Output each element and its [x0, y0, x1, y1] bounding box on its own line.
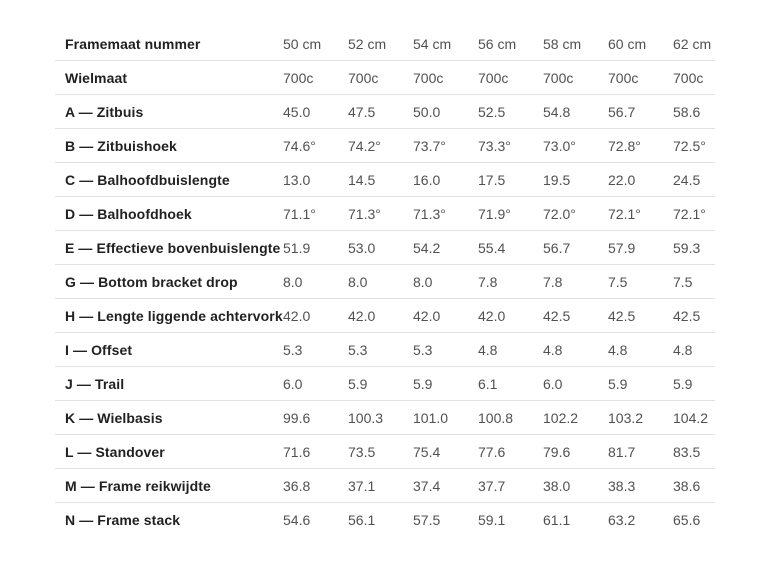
cell-value: 73.0°: [543, 137, 576, 154]
cell-value: 700c: [673, 69, 704, 86]
cell-value: 5.9: [608, 375, 628, 392]
cell-value: 8.0: [413, 273, 433, 290]
cell-value: 71.3°: [348, 205, 381, 222]
table-row: [55, 265, 715, 299]
cell-value: 700c: [478, 69, 509, 86]
cell-value: 63.2: [608, 512, 636, 528]
cell-value: 42.0: [283, 307, 311, 324]
column-header: 60 cm: [608, 35, 647, 52]
cell-value: 45.0: [283, 103, 311, 120]
cell-value: 17.5: [478, 171, 506, 188]
cell-value: 7.5: [608, 273, 628, 290]
cell-value: 4.8: [478, 341, 498, 358]
cell-value: 700c: [413, 69, 444, 86]
table-row: [55, 469, 715, 503]
cell-value: 73.3°: [478, 137, 511, 154]
cell-value: 38.3: [608, 477, 636, 494]
cell-value: 72.0°: [543, 205, 576, 222]
cell-value: 700c: [348, 69, 379, 86]
cell-value: 75.4: [413, 443, 441, 460]
cell-value: 56.7: [608, 103, 636, 120]
cell-value: 56.7: [543, 239, 571, 256]
cell-value: 6.0: [283, 375, 303, 392]
cell-value: 57.5: [413, 512, 441, 528]
cell-value: 100.3: [348, 409, 384, 426]
cell-value: 61.1: [543, 512, 571, 528]
row-label: C — Balhoofdbuislengte: [65, 171, 230, 188]
table-row: [55, 231, 715, 265]
cell-value: 36.8: [283, 477, 311, 494]
cell-value: 58.6: [673, 103, 701, 120]
cell-value: 59.3: [673, 239, 701, 256]
row-label: G — Bottom bracket drop: [65, 273, 238, 290]
cell-value: 7.5: [673, 273, 693, 290]
cell-value: 700c: [283, 69, 314, 86]
cell-value: 5.9: [413, 375, 433, 392]
cell-value: 6.1: [478, 375, 498, 392]
cell-value: 71.3°: [413, 205, 446, 222]
cell-value: 5.3: [348, 341, 368, 358]
cell-value: 24.5: [673, 171, 701, 188]
table-row: [55, 333, 715, 367]
cell-value: 700c: [543, 69, 574, 86]
cell-value: 102.2: [543, 409, 579, 426]
cell-value: 83.5: [673, 443, 701, 460]
cell-value: 5.3: [413, 341, 433, 358]
cell-value: 7.8: [478, 273, 498, 290]
cell-value: 59.1: [478, 512, 506, 528]
row-label: M — Frame reikwijdte: [65, 477, 211, 494]
table-header-row: [55, 27, 715, 61]
cell-value: 19.5: [543, 171, 571, 188]
cell-value: 103.2: [608, 409, 644, 426]
cell-value: 72.1°: [673, 205, 706, 222]
cell-value: 55.4: [478, 239, 506, 256]
cell-value: 54.6: [283, 512, 311, 528]
cell-value: 38.6: [673, 477, 701, 494]
row-label: D — Balhoofdhoek: [65, 205, 192, 222]
cell-value: 7.8: [543, 273, 563, 290]
cell-value: 73.7°: [413, 137, 446, 154]
cell-value: 57.9: [608, 239, 636, 256]
cell-value: 65.6: [673, 512, 701, 528]
cell-value: 38.0: [543, 477, 571, 494]
cell-value: 54.2: [413, 239, 441, 256]
cell-value: 74.6°: [283, 137, 316, 154]
table-row: [55, 367, 715, 401]
cell-value: 53.0: [348, 239, 376, 256]
cell-value: 100.8: [478, 409, 514, 426]
column-header: 54 cm: [413, 35, 452, 52]
table-row: [55, 197, 715, 231]
column-header: 62 cm: [673, 35, 712, 52]
column-header: 52 cm: [348, 35, 387, 52]
cell-value: 4.8: [673, 341, 693, 358]
row-label: H — Lengte liggende achtervork: [65, 307, 283, 324]
cell-value: 5.9: [673, 375, 693, 392]
cell-value: 77.6: [478, 443, 506, 460]
column-header: 58 cm: [543, 35, 582, 52]
cell-value: 72.5°: [673, 137, 706, 154]
cell-value: 54.8: [543, 103, 571, 120]
row-label: J — Trail: [65, 375, 125, 392]
cell-value: 74.2°: [348, 137, 381, 154]
cell-value: 14.5: [348, 171, 376, 188]
row-label: K — Wielbasis: [65, 409, 163, 426]
cell-value: 104.2: [673, 409, 709, 426]
geometry-table: [55, 27, 715, 537]
cell-value: 71.1°: [283, 205, 316, 222]
row-label: E — Effectieve bovenbuislengte: [65, 239, 281, 256]
column-header: 56 cm: [478, 35, 517, 52]
cell-value: 42.5: [543, 307, 571, 324]
table-row: [55, 435, 715, 469]
cell-value: 52.5: [478, 103, 506, 120]
header-label: Framemaat nummer: [65, 35, 201, 52]
cell-value: 42.5: [673, 307, 701, 324]
cell-value: 42.5: [608, 307, 636, 324]
cell-value: 51.9: [283, 239, 311, 256]
cell-value: 71.9°: [478, 205, 511, 222]
cell-value: 47.5: [348, 103, 376, 120]
cell-value: 8.0: [348, 273, 368, 290]
cell-value: 37.1: [348, 477, 376, 494]
cell-value: 5.3: [283, 341, 303, 358]
row-label: L — Standover: [65, 443, 165, 460]
cell-value: 4.8: [543, 341, 563, 358]
cell-value: 6.0: [543, 375, 563, 392]
table-row: [55, 503, 715, 537]
table-row: [55, 299, 715, 333]
column-header: 50 cm: [283, 35, 322, 52]
table-row: [55, 61, 715, 95]
cell-value: 72.1°: [608, 205, 641, 222]
cell-value: 72.8°: [608, 137, 641, 154]
cell-value: 4.8: [608, 341, 628, 358]
table-row: [55, 401, 715, 435]
cell-value: 99.6: [283, 409, 311, 426]
row-label: I — Offset: [65, 341, 133, 358]
cell-value: 73.5: [348, 443, 376, 460]
cell-value: 13.0: [283, 171, 311, 188]
table-row: [55, 95, 715, 129]
table-row: [55, 129, 715, 163]
row-label: N — Frame stack: [65, 512, 181, 528]
cell-value: 37.7: [478, 477, 506, 494]
table-row: [55, 163, 715, 197]
cell-value: 5.9: [348, 375, 368, 392]
cell-value: 79.6: [543, 443, 571, 460]
cell-value: 8.0: [283, 273, 303, 290]
cell-value: 56.1: [348, 512, 376, 528]
row-label: B — Zitbuishoek: [65, 137, 177, 154]
cell-value: 81.7: [608, 443, 636, 460]
cell-value: 42.0: [348, 307, 376, 324]
cell-value: 700c: [608, 69, 639, 86]
cell-value: 16.0: [413, 171, 441, 188]
cell-value: 101.0: [413, 409, 449, 426]
cell-value: 22.0: [608, 171, 636, 188]
cell-value: 42.0: [413, 307, 441, 324]
cell-value: 42.0: [478, 307, 506, 324]
cell-value: 50.0: [413, 103, 441, 120]
row-label: A — Zitbuis: [65, 103, 144, 120]
cell-value: 71.6: [283, 443, 311, 460]
cell-value: 37.4: [413, 477, 441, 494]
row-label: Wielmaat: [65, 69, 128, 86]
